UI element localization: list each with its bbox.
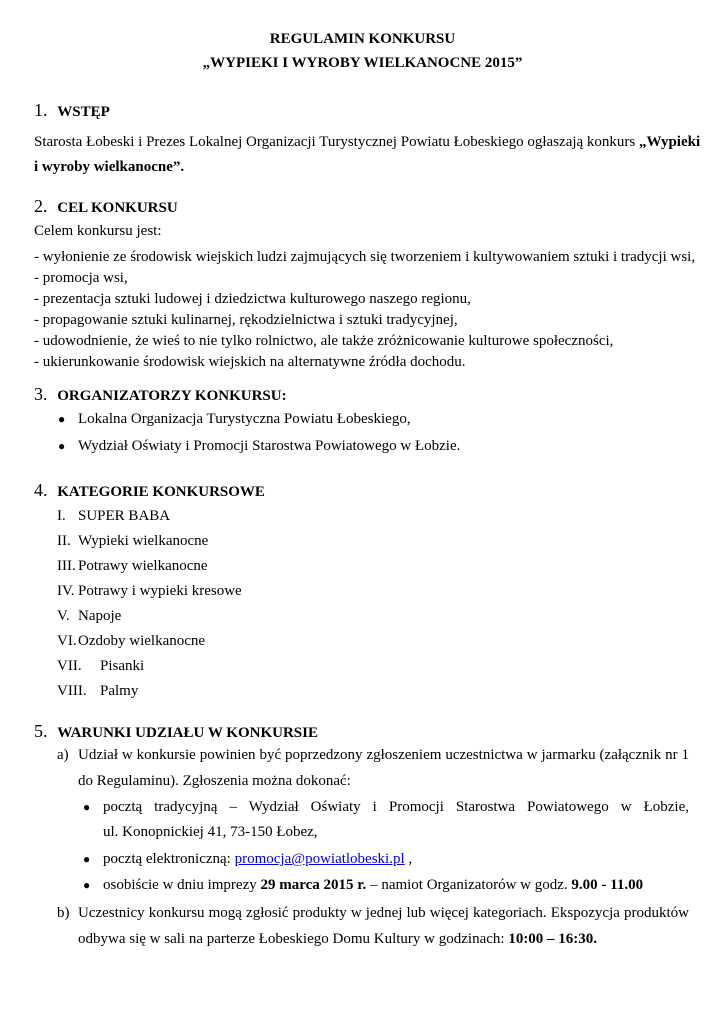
organizer-item: Lokalna Organizacja Turystyczna Powiatu Łobeskiego, xyxy=(78,411,411,427)
bullet-icon: ● xyxy=(58,439,66,453)
goal-item: - udowodnienie, że wieś to nie tylko rolnictwo, ale także zróżnicowanie kulturowe społeczności, xyxy=(34,333,614,349)
bullet-icon: ● xyxy=(83,878,91,892)
category-label: Napoje xyxy=(78,608,122,624)
category-label: Potrawy wielkanocne xyxy=(78,558,208,574)
method-in-person xyxy=(103,877,643,894)
section-5-title: WARUNKI UDZIAŁU W KONKURSIE xyxy=(57,725,318,741)
category-label: Wypieki wielkanocne xyxy=(78,533,209,549)
section-4-heading xyxy=(34,480,265,501)
goal-item: - wyłonienie ze środowisk wiejskich ludzi zajmujących się tworzeniem i kultywowaniem sztuki i tradycji wsi, xyxy=(34,249,696,265)
email-link[interactable]: promocja@powiatlobeski.pl xyxy=(234,851,405,867)
method-mail: pocztą tradycyjną – Wydział Oświaty i Promocji Starostwa Powiatowego w Łobzie, xyxy=(103,799,689,815)
exhibition-place: odbywa się w sali na parterze Łobeskiego Domu Kultury w godzinach: xyxy=(78,931,509,947)
category-number: II. xyxy=(57,533,71,549)
category-number: VIII. xyxy=(57,683,87,699)
section-2-number: 2. xyxy=(34,196,48,216)
goal-item: - ukierunkowanie środowisk wiejskich na alternatywne źródła dochodu. xyxy=(34,354,466,370)
bullet-icon: ● xyxy=(58,412,66,426)
category-number: VI. xyxy=(57,633,77,649)
category-number: VII. xyxy=(57,658,82,674)
section-5-heading xyxy=(34,721,318,742)
contest-name-part1: „Wypieki xyxy=(639,134,701,150)
clause-a-marker: a) xyxy=(57,747,69,763)
section-2-title: CEL KONKURSU xyxy=(57,200,178,216)
category-number: IV. xyxy=(57,583,75,599)
method-email-label: pocztą elektroniczną: xyxy=(103,851,235,867)
category-label: SUPER BABA xyxy=(78,508,171,524)
document-title: REGULAMIN KONKURSU xyxy=(269,31,456,47)
exhibition-hours: 10:00 – 16:30. xyxy=(508,931,598,947)
category-number: I. xyxy=(57,508,66,524)
clause-b-text-cont xyxy=(78,931,597,948)
section-3-title: ORGANIZATORZY KONKURSU: xyxy=(57,388,287,404)
category-number: III. xyxy=(57,558,76,574)
category-label: Ozdoby wielkanocne xyxy=(78,633,206,649)
category-label: Palmy xyxy=(100,683,139,699)
section-2-heading xyxy=(34,196,178,217)
category-number: V. xyxy=(57,608,70,624)
section-1-title: WSTĘP xyxy=(57,104,110,120)
category-label: Pisanki xyxy=(100,658,145,674)
method-mail-address: ul. Konopnickiej 41, 73-150 Łobez, xyxy=(103,824,318,840)
clause-b-text: Uczestnicy konkursu mogą zgłosić produkty w jednej lub więcej kategoriach. Ekspozycja produktów xyxy=(78,905,689,921)
event-date: 29 marca 2015 r. xyxy=(260,877,367,893)
clause-a-text-cont: do Regulaminu). Zgłoszenia można dokonać: xyxy=(78,773,351,789)
organizer-item: Wydział Oświaty i Promocji Starostwa Powiatowego w Łobzie. xyxy=(78,438,461,454)
bullet-icon: ● xyxy=(83,800,91,814)
section-4-number: 4. xyxy=(34,480,48,500)
contest-name-part2: i wyroby wielkanocne”. xyxy=(34,159,185,175)
section-1-text: Starosta Łobeski i Prezes Lokalnej Organizacji Turystycznej Powiatu Łobeskiego ogłaszają konkurs xyxy=(34,134,640,150)
section-2-intro: Celem konkursu jest: xyxy=(34,223,162,239)
section-4-title: KATEGORIE KONKURSOWE xyxy=(57,484,265,500)
section-1-text-line1 xyxy=(34,134,700,151)
goal-item: - promocja wsi, xyxy=(34,270,128,286)
registration-hours: 9.00 - 11.00 xyxy=(571,877,644,893)
clause-a-text: Udział w konkursie powinien być poprzedzony zgłoszeniem uczestnictwa w jarmarku (załącznik nr 1 xyxy=(78,747,689,763)
method-email xyxy=(103,851,412,868)
clause-b-marker: b) xyxy=(57,905,70,921)
section-5-number: 5. xyxy=(34,721,48,741)
method-in-person-place: – namiot Organizatorów w godz. xyxy=(366,877,572,893)
section-1-number: 1. xyxy=(34,100,48,120)
goal-item: - propagowanie sztuki kulinarnej, rękodzielnictwa i sztuki tradycyjnej, xyxy=(34,312,458,328)
section-3-heading xyxy=(34,384,287,405)
method-email-tail: , xyxy=(404,851,413,867)
document-subtitle: „WYPIEKI I WYROBY WIELKANOCNE 2015” xyxy=(202,55,523,71)
method-in-person-text: osobiście w dniu imprezy xyxy=(103,877,261,893)
bullet-icon: ● xyxy=(83,852,91,866)
section-3-number: 3. xyxy=(34,384,48,404)
category-label: Potrawy i wypieki kresowe xyxy=(78,583,242,599)
section-1-heading xyxy=(34,100,110,121)
goal-item: - prezentacja sztuki ludowej i dziedzictwa kulturowego naszego regionu, xyxy=(34,291,471,307)
